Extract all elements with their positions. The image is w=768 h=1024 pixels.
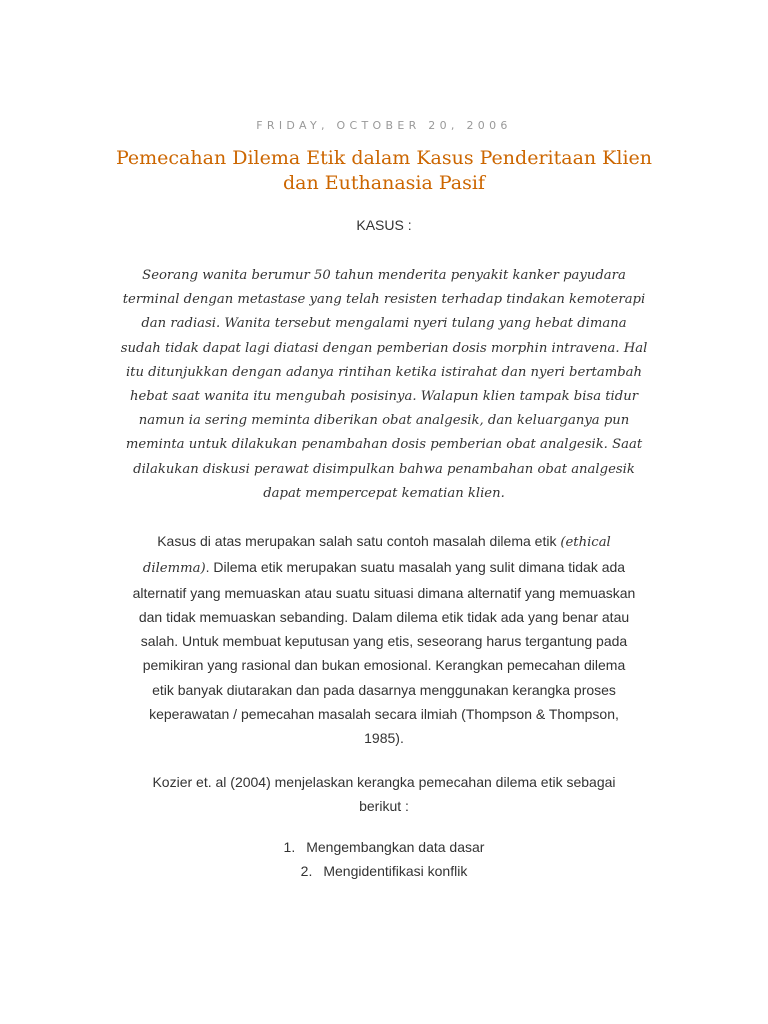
paragraph-line: 1985). xyxy=(364,729,404,746)
case-line: terminal dengan metastase yang telah resisten terhadap tindakan kemoterapi xyxy=(122,292,646,308)
case-description xyxy=(108,264,660,506)
post-title[interactable] xyxy=(110,146,658,196)
paragraph-line: salah. Untuk membuat keputusan yang etis, seseorang harus tergantung pada xyxy=(140,633,628,650)
case-line: dapat mempercepat kematian klien. xyxy=(263,485,505,501)
case-line: meminta untuk dilakukan penambahan dosis pemberian obat analgesik. Saat xyxy=(125,437,643,453)
paragraph-line: . Dilema etik merupakan suatu masalah yang sulit dimana tidak ada xyxy=(205,559,626,576)
list-item-number: 1. xyxy=(283,839,296,855)
list-item-text: Mengidentifikasi konflik xyxy=(323,863,468,879)
case-line: namun ia sering meminta diberikan obat analgesik, dan keluarganya pun xyxy=(138,413,630,429)
paragraph-line: keperawatan / pemecahan masalah secara ilmiah (Thompson & Thompson, xyxy=(149,705,619,722)
paragraph-line: alternatif yang memuaskan atau suatu situasi dimana alternatif yang memuaskan xyxy=(132,585,636,602)
kasus-heading: KASUS : xyxy=(356,217,412,233)
case-line: sudah tidak dapat lagi diatasi dengan pemberian dosis morphin intravena. Hal xyxy=(120,340,648,356)
paragraph-line: etik banyak diutarakan dan pada dasarnya menggunakan kerangka proses xyxy=(152,681,616,698)
steps-list xyxy=(0,835,768,883)
case-line: hebat saat wanita itu mengubah posisinya. Walapun klien tampak bisa tidur xyxy=(129,389,639,405)
case-line: Seorang wanita berumur 50 tahun menderita penyakit kanker payudara xyxy=(142,268,626,283)
paragraph-line: berikut : xyxy=(359,798,409,814)
dilemma-paragraph xyxy=(104,529,664,750)
dilemma-term: dilemma) xyxy=(142,561,206,577)
paragraph-line: pemikiran yang rasional dan bukan emosional. Kerangkan pemecahan dilema xyxy=(142,657,626,674)
paragraph-line: Kasus di atas merupakan salah satu contoh masalah dilema etik xyxy=(157,533,561,549)
case-line: dan radiasi. Wanita tersebut mengalami nyeri tulang yang hebat dimana xyxy=(141,316,627,332)
kozier-paragraph xyxy=(104,770,664,818)
post-title-line-2[interactable]: dan Euthanasia Pasif xyxy=(283,172,485,194)
case-line: dilakukan diskusi perawat disimpulkan bahwa penambahan obat analgesik xyxy=(133,461,635,477)
paragraph-line: Kozier et. al (2004) menjelaskan kerangka pemecahan dilema etik sebagai xyxy=(152,774,616,790)
post-title-line-1[interactable]: Pemecahan Dilema Etik dalam Kasus Penderitaan Klien xyxy=(115,147,653,169)
paragraph-line: dan tidak memuaskan sebanding. Dalam dilema etik tidak ada yang benar atau xyxy=(138,609,630,626)
list-item xyxy=(0,835,768,859)
list-item-number: 2. xyxy=(300,863,313,879)
case-line: itu ditunjukkan dengan adanya rintihan ketika istirahat dan nyeri bertambah xyxy=(125,364,643,380)
list-item xyxy=(0,859,768,883)
ethical-term: (ethical xyxy=(560,535,611,550)
list-item-text: Mengembangkan data dasar xyxy=(306,839,485,855)
post-date: FRIDAY, OCTOBER 20, 2006 xyxy=(256,119,512,132)
